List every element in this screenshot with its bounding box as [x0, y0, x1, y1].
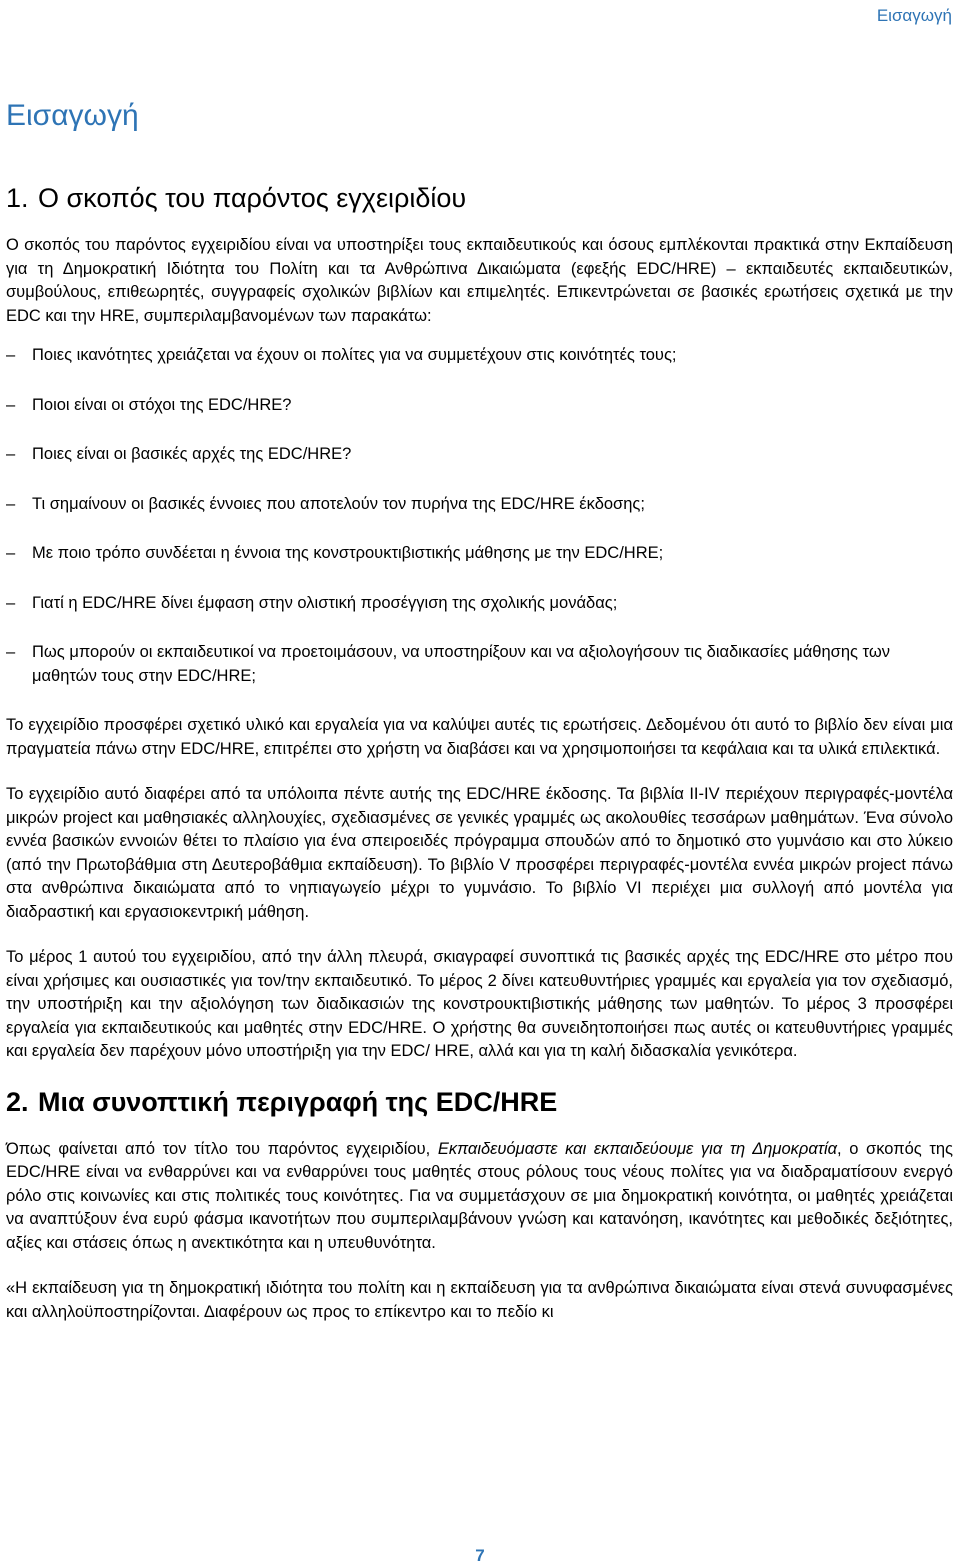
list-item: [6, 443, 953, 467]
section-2-title-text: Μια συνοπτική περιγραφή της EDC/HRE: [38, 1086, 558, 1117]
list-item: [6, 641, 953, 688]
list-item: [6, 394, 953, 418]
list-item-text: Πως μπορούν οι εκπαιδευτικοί να προετοιμάσουν, να υποστηρίξουν και να αξιολογήσουν τις διαδικασίες μάθησης των μαθητών τους στην EDC/HRE;: [32, 643, 890, 685]
question-list: [6, 344, 953, 688]
page-number: 7: [475, 1546, 485, 1565]
dash-bullet: –: [6, 593, 16, 612]
list-item-text: Ποιοι είναι οι στόχοι της EDC/HRE?: [32, 395, 292, 414]
list-item: [6, 493, 953, 517]
section-1-paragraph-2: Το εγχειρίδιο προσφέρει σχετικό υλικό και εργαλεία για να καλύψει αυτές τις ερωτήσεις. Δεδομένου ότι αυτό το βιβλίο δεν είναι μια πραγματεία πάνω στην EDC/HRE, επιτρέπει στο χρήστη να διαβάσει και να χρησιμοποιήσει τα κεφάλαια και τα υλικά επιλεκτικά.: [6, 716, 953, 758]
section-2-paragraph-1: [6, 1138, 953, 1256]
dash-bullet: –: [6, 346, 16, 364]
list-item-text: Ποιες είναι οι βασικές αρχές της EDC/HRE?: [32, 445, 352, 463]
dash-bullet: –: [6, 544, 16, 562]
section-2-paragraph-1-rest: , ο σκοπός της EDC/HRE είναι να ενθαρρύνει και να ενθαρρύνει τους μαθητές στους ρόλους τους νέους πολίτες για να διαδραματίσουν ενεργό ρόλο στις κοινωνίες και στις πολιτικές τους κοινότητες. Για να συμμετάσχουν σε μια δημοκρατική κοινότητα, οι μαθητές χρειάζεται να αναπτύξουν ένα ευρύ φάσμα ικανοτήτων που συμπεριλαμβάνουν γνώση και κατανόηση, ικανότητες και μεθοδικές δεξιότητες, αξίες και στάσεις όπως η ανεκτικότητα και η υπευθυνότητα.: [6, 1139, 954, 1252]
section-1-paragraph-3: Το εγχειρίδιο αυτό διαφέρει από τα υπόλοιπα πέντε αυτής της EDC/HRE έκδοσης. Τα βιβλία II-IV περιέχουν περιγραφές-μοντέλα μικρών project και μαθησιακές αλληλουχίες, σχεδιασμένες σε γενικές γραμμές ως ακολουθίες τεσσάρων μαθημάτων. Ένα σύνολο εννέα βασικών εννοιών θέτει το πλαίσιο για ένα σπειροειδές πρόγραμμα σπουδών από το δημοτικό στο γυμνάσιο και στο λύκειο (από την Πρωτοβάθμια στη Δευτεροβάθμια εκπαίδευση). Το βιβλίο V προσφέρει περιγραφές-μοντέλα εννέα μικρών project πάνω στα ανθρώπινα δικαιώματα από το νηπιαγωγείο μέχρι το γυμνάσιο. Το βιβλίο VI περιέχει μια συλλογή από μοντέλα για διαδραστική και εργασιοκεντρική μάθηση.: [6, 785, 953, 921]
section-2-paragraph-1-start: Όπως φαίνεται από τον τίτλο του παρόντος εγχειριδίου,: [6, 1139, 438, 1158]
list-item: [6, 542, 953, 566]
section-1-paragraph-4: Το μέρος 1 αυτού του εγχειριδίου, από την άλλη πλευρά, σκιαγραφεί συνοπτικά τις βασικές αρχές της EDC/HRE στο μέτρο που είναι χρήσιμες και ουσιαστικές για τον/την εκπαιδευτικό. Το μέρος 2 δίνει κατευθυντήριες γραμμές και εργαλεία για τον σχεδιασμό, την υποστήριξη και την αξιολόγηση των διαδικασιών της κονστρουκτιβιστικής μάθησης των μαθητών. Το μέρος 3 προσφέρει εργαλεία για εκπαιδευτικούς και μαθητές στην EDC/HRE. Ο χρήστης θα συνειδητοποιήσει πως αυτές οι κατευθυντήριες γραμμές και εργαλεία δεν παρέχουν μόνο υποστήριξη για την EDC/ HRE, αλλά και για τη καλή διδασκαλία γενικότερα.: [6, 948, 953, 1060]
dash-bullet: –: [6, 643, 16, 661]
dash-bullet: –: [6, 395, 16, 414]
section-2-number: 2.: [6, 1086, 29, 1117]
section-2-title: [6, 1086, 953, 1118]
page-content: [6, 96, 953, 1324]
dash-bullet: –: [6, 445, 16, 463]
list-item: [6, 344, 953, 368]
list-item-text: Ποιες ικανότητες χρειάζεται να έχουν οι πολίτες για να συμμετέχουν στις κοινότητές τους;: [32, 346, 677, 364]
running-header: Εισαγωγή: [876, 6, 952, 25]
section-1-paragraph-1: Ο σκοπός του παρόντος εγχειριδίου είναι να υποστηρίξει τους εκπαιδευτικούς και όσους εμπλέκονται πρακτικά στην Εκπαίδευση για τη Δημοκρατική Ιδιότητα του Πολίτη και τα Ανθρώπινα Δικαιώματα (εφεξής EDC/HRE) – εκπαιδευτές εκπαιδευτικών, συμβούλους, επιθεωρητές, συγγραφείς σχολικών βιβλίων και επιμελητές. Επικεντρώνεται σε βασικές ερωτήσεις σχετικά με την EDC και την HRE, συμπεριλαμβανομένων των παρακάτω:: [6, 236, 953, 325]
section-2-paragraph-2: «Η εκπαίδευση για τη δημοκρατική ιδιότητα του πολίτη και η εκπαίδευση για τα ανθρώπινα δικαιώματα είναι στενά συνυφασμένες και αλληλοϋποστηρίζονται. Διαφέρουν ως προς το επίκεντρο και το πεδίο κι: [6, 1279, 953, 1321]
list-item-text: Με ποιο τρόπο συνδέεται η έννοια της κονστρουκτιβιστικής μάθησης με την EDC/HRE;: [32, 544, 664, 562]
section-1-title-text: Ο σκοπός του παρόντος εγχειριδίου: [38, 183, 467, 213]
list-item-text: Τι σημαίνουν οι βασικές έννοιες που αποτελούν τον πυρήνα της EDC/HRE έκδοσης;: [32, 494, 645, 513]
list-item: [6, 592, 953, 616]
chapter-title: Εισαγωγή: [6, 99, 139, 132]
section-1-number: 1.: [6, 183, 29, 213]
section-1-title: [6, 182, 953, 214]
dash-bullet: –: [6, 494, 16, 513]
list-item-text: Γιατί η EDC/HRE δίνει έμφαση στην ολιστική προσέγγιση της σχολικής μονάδας;: [32, 593, 618, 612]
handbook-title-italic: Εκπαιδευόμαστε και εκπαιδεύουμε για τη Δημοκρατία: [437, 1139, 838, 1158]
